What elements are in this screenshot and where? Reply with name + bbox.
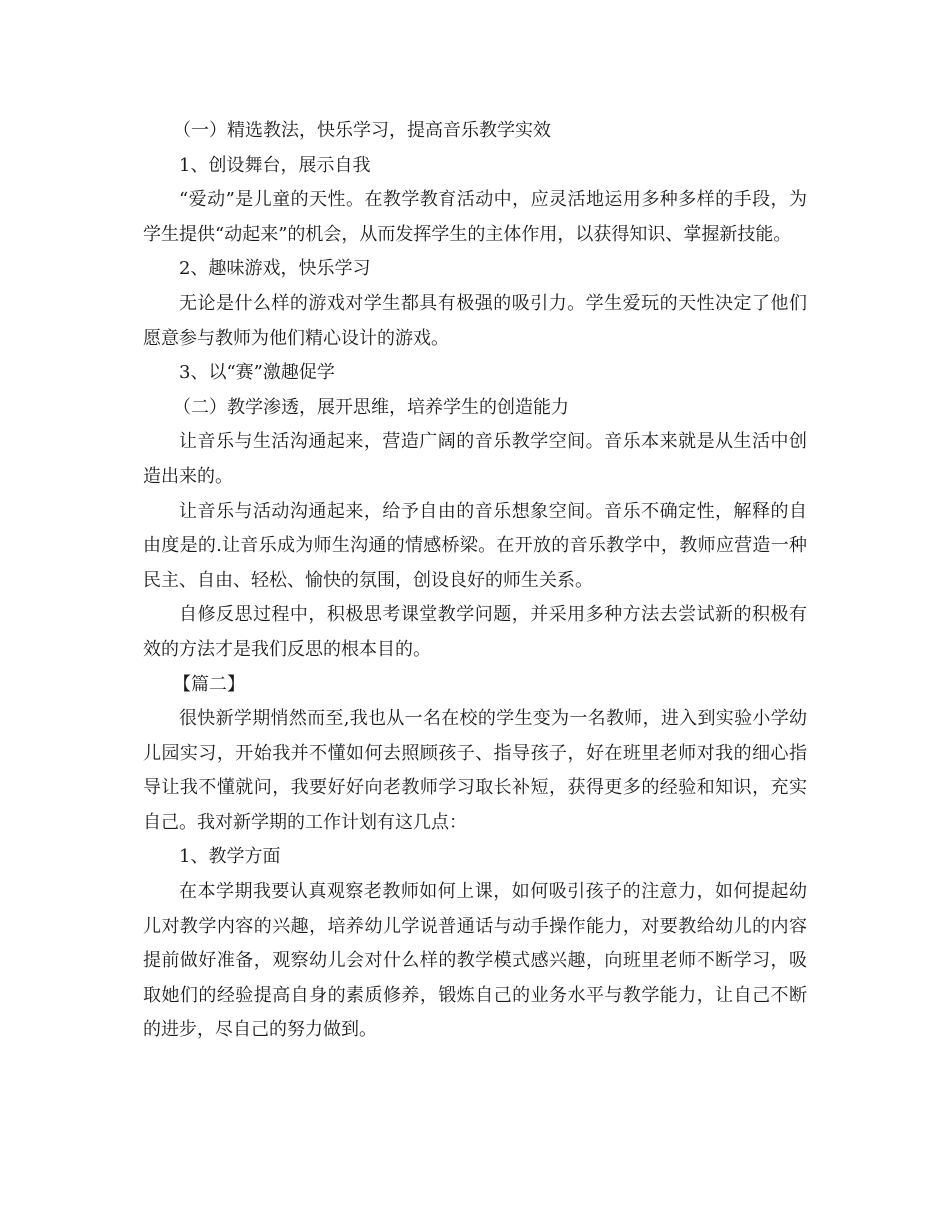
document-body	[143, 114, 807, 1048]
body-paragraph: 让音乐与活动沟通起来，给予自由的音乐想象空间。音乐不确定性，解释的自由度是的.让音乐成为师生沟通的情感桥梁。在开放的音乐教学中，教师应营造一种民主、自由、轻松、愉快的氛围，创设良好的师生关系。	[143, 500, 807, 591]
body-paragraph: “爱动”是儿童的天性。在教学教育活动中，应灵活地运用多种多样的手段，为学生提供“动起来”的机会，从而发挥学生的主体作用，以获得知识、掌握新技能。	[143, 189, 807, 245]
subheading-2: 2、趣味游戏，快乐学习	[179, 258, 371, 280]
section-heading-1: （一）精选教法，快乐学习，提高音乐教学实效	[173, 120, 551, 141]
body-paragraph: 让音乐与生活沟通起来，营造广阔的音乐教学空间。音乐本来就是从生活中创造出来的。	[143, 431, 807, 487]
subheading-1: 1、创设舞台，展示自我	[179, 154, 371, 176]
subheading-3: 3、以“赛”激趣促学	[179, 362, 335, 384]
subheading-teaching: 1、教学方面	[179, 846, 281, 868]
body-paragraph: 在本学期我要认真观察老教师如何上课，如何吸引孩子的注意力，如何提起幼儿对教学内容的兴趣，培养幼儿学说普通话与动手操作能力，对要教给幼儿的内容提前做好准备，观察幼儿会对什么样的教学模式感兴趣，向班里老师不断学习，吸取她们的经验提高自身的素质修养，锻炼自己的业务水平与教学能力，让自己不断的进步，尽自己的努力做到。	[143, 881, 807, 1041]
part-heading: 【篇二】	[173, 673, 245, 695]
section-heading-2: （二）教学渗透，展开思维，培养学生的创造能力	[173, 396, 569, 418]
body-paragraph: 无论是什么样的游戏对学生都具有极强的吸引力。学生爱玩的天性决定了他们愿意参与教师为他们精心设计的游戏。	[143, 292, 807, 349]
body-paragraph: 自修反思过程中，积极思考课堂教学问题，并采用多种方法去尝试新的积极有效的方法才是我们反思的根本目的。	[143, 604, 807, 660]
body-paragraph: 很快新学期悄然而至,我也从一名在校的学生变为一名教师，进入到实验小学幼儿园实习，开始我并不懂如何去照顾孩子、指导孩子，好在班里老师对我的细心指导让我不懂就问，我要好好向老教师学习取长补短，获得更多的经验和知识，充实自己。我对新学期的工作计划有这几点：	[143, 708, 807, 833]
